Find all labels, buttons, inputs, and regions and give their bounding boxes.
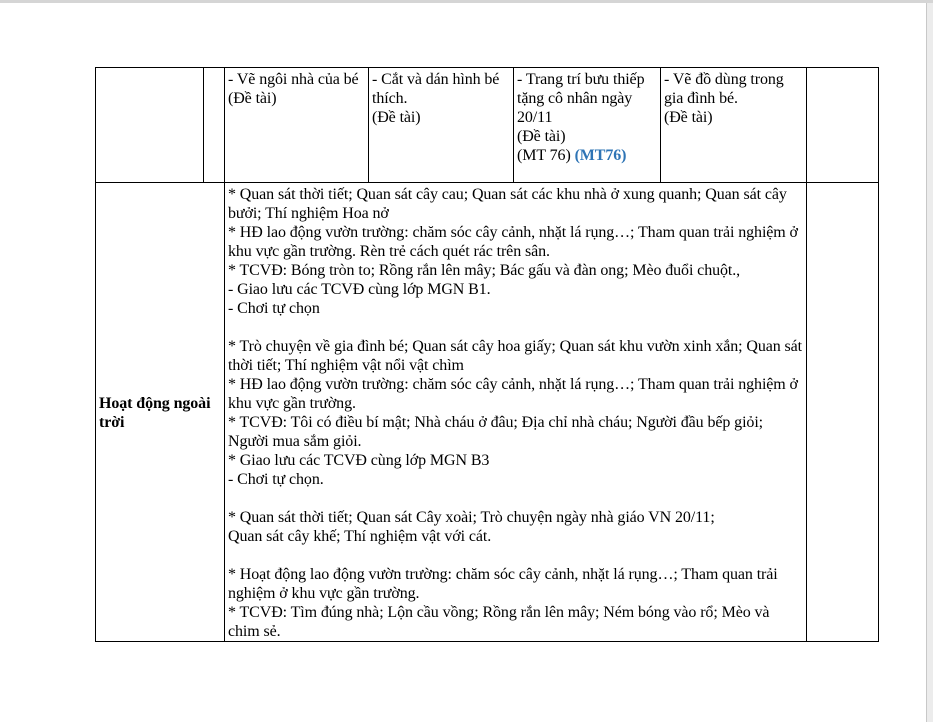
text-line [228, 489, 804, 508]
cell-empty-right-1 [807, 68, 879, 183]
page-right-edge [926, 3, 933, 722]
text-line: (Đề tài) [517, 128, 566, 145]
text-line: * Quan sát thời tiết; Quan sát cây cau; Quan sát các khu nhà ở xung quanh; Quan sát cây bưởi; Thí nghiệm Hoa nở [228, 186, 787, 222]
text-line: Quan sát cây khế; Thí nghiệm vật với cát. [228, 528, 492, 545]
text-line: * Giao lưu các TCVĐ cùng lớp MGN B3 [228, 452, 490, 469]
text-line: * Hoạt động lao động vườn trường: chăm sóc cây cảnh, nhặt lá rụng…; Tham quan trải nghiệm ở khu vực gần trường. [228, 566, 778, 602]
text-line: * TCVĐ: Tôi có điều bí mật; Nhà cháu ở đâu; Địa chỉ nhà cháu; Người đầu bếp giỏi; Người mua sắm giỏi. [228, 414, 764, 450]
text-line [228, 546, 804, 565]
text-line: * TCVĐ: Bóng tròn to; Rồng rắn lên mây; Bác gấu và đàn ong; Mèo đuổi chuột., [228, 262, 741, 279]
text-line: - Giao lưu các TCVĐ cùng lớp MGN B1. [228, 281, 491, 298]
text-line: - Vẽ ngôi nhà của bé [228, 71, 359, 88]
page-top-edge [0, 0, 933, 3]
cell-art-lesson-2 [369, 68, 514, 183]
text-line: (Đề tài) [228, 90, 277, 107]
mt-reference-line [517, 146, 658, 165]
text-line: (Đề tài) [372, 109, 421, 126]
text-line: - Chơi tự chọn. [228, 471, 324, 488]
text-line [228, 318, 804, 337]
text-line: * HĐ lao động vườn trường: chăm sóc cây cảnh, nhặt lá rụng…; Tham quan trải nghiệm ở khu vực gần trường. Rèn trẻ cách quét rác trên sân. [228, 224, 798, 260]
mt-reference-highlight: (MT76) [574, 147, 627, 164]
cell-art-lesson-4 [661, 68, 807, 183]
text-line: tặng cô nhân ngày [517, 90, 633, 107]
text-line: * TCVĐ: Tìm đúng nhà; Lộn cầu vồng; Rồng rắn lên mây; Ném bóng vào rổ; Mèo và chim sẻ. [228, 604, 770, 640]
cell-art-lesson-3 [514, 68, 661, 183]
cell-outdoor-activities [225, 183, 807, 642]
cell-empty-left [96, 68, 204, 183]
text-line: thích. [372, 90, 408, 107]
text-line: - Trang trí bưu thiếp [517, 71, 645, 88]
cell-activity-label: Hoạt động ngoài trời [96, 183, 225, 642]
text-line: gia đình bé. [664, 90, 738, 107]
schedule-table [95, 67, 879, 642]
text-line: - Chơi tự chọn [228, 300, 320, 317]
text-line: (Đề tài) [664, 109, 713, 126]
cell-art-lesson-1 [225, 68, 369, 183]
text-line: 20/11 [517, 109, 553, 126]
text-line: * HĐ lao động vườn trường: chăm sóc cây cảnh, nhặt lá rụng…; Tham quan trải nghiệm ở khu vực gần trường. [228, 376, 798, 412]
table-row-art-lessons [96, 68, 879, 183]
text-line: * Quan sát thời tiết; Quan sát Cây xoài; Trò chuyện ngày nhà giáo VN 20/11; [228, 509, 715, 526]
mt-reference-plain: (MT 76) [517, 147, 575, 164]
text-line: - Vẽ đồ dùng trong [664, 71, 784, 88]
text-line: - Cắt và dán hình bé [372, 71, 500, 88]
cell-empty-narrow [204, 68, 225, 183]
cell-empty-right-2 [807, 183, 879, 642]
table-row-outdoor-activities [96, 183, 879, 642]
text-line: * Trò chuyện về gia đình bé; Quan sát cây hoa giấy; Quan sát khu vườn xinh xắn; Quan sát thời tiết; Thí nghiệm vật nổi vật chìm [228, 338, 803, 374]
